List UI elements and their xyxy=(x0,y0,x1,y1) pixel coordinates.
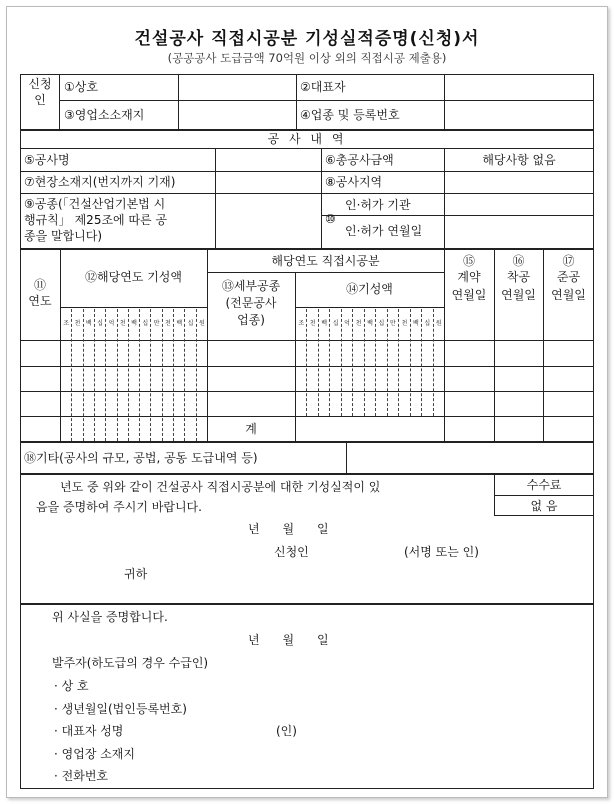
annual-unit-6: 백 xyxy=(131,320,137,327)
performance-amount-label: ⑭기성액 xyxy=(346,282,393,296)
direct-digit-separator xyxy=(398,309,399,416)
fee-value: 없 음 xyxy=(530,499,558,513)
document-subtitle: (공공공사 도급금액 70억원 이상 외의 직접시공 제출용) xyxy=(167,51,447,65)
sub-type-line3: 업종) xyxy=(237,313,265,327)
direct-digit-separator xyxy=(433,309,434,416)
complete-label-2: 연월일 xyxy=(551,288,586,302)
total-amount-value: 해당사항 없음 xyxy=(482,153,556,167)
sub-type-line1: ⑬세부공종 xyxy=(221,279,281,293)
annual-unit-1: 천 xyxy=(74,320,81,327)
annual-digit-separator xyxy=(150,309,151,441)
annual-unit-7: 십 xyxy=(142,320,149,327)
applicant-sign-label: 신청인 xyxy=(274,545,309,559)
annual-digit-separator xyxy=(71,309,72,441)
annual-unit-0: 조 xyxy=(63,320,70,327)
direct-construction-header: 해당연도 직접시공분 xyxy=(271,254,380,268)
start-label-2: 연월일 xyxy=(501,288,536,302)
direct-unit-6: 백 xyxy=(367,320,373,327)
year-number: ⑪ xyxy=(33,278,46,292)
direct-unit-10: 백 xyxy=(412,320,419,327)
issuer-birth: · 생년월일(법인등록번호) xyxy=(54,702,187,716)
issuer-address: · 영업장 소재지 xyxy=(54,747,135,761)
direct-digit-separator xyxy=(410,309,411,416)
request-date: 년 월 일 xyxy=(248,522,329,536)
direct-unit-5: 천 xyxy=(355,320,362,327)
region-label: ⑧공사지역 xyxy=(325,175,383,189)
business-type-label: ④업종 및 등록번호 xyxy=(300,108,400,122)
direct-unit-9: 천 xyxy=(401,320,408,327)
certification-statement: 위 사실을 증명합니다. xyxy=(52,610,168,624)
direct-digit-separator xyxy=(341,309,342,416)
direct-unit-3: 십 xyxy=(332,320,339,327)
construction-section-title: 공 사 내 역 xyxy=(267,132,347,146)
permit-number: ⑩ xyxy=(325,212,336,226)
contract-label-1: 계약 xyxy=(457,270,481,284)
annual-digit-separator xyxy=(173,309,174,441)
start-label-1: 착공 xyxy=(506,270,531,284)
annual-unit-5: 천 xyxy=(119,320,126,327)
direct-unit-4: 억 xyxy=(344,320,350,327)
annual-unit-11: 십 xyxy=(187,320,194,327)
construction-type-line2: 행규칙」 제25조에 따른 공 xyxy=(24,213,168,227)
direct-digit-separator xyxy=(306,309,307,416)
fee-label: 수수료 xyxy=(526,478,562,492)
annual-performance-label: ⑫해당연도 기성액 xyxy=(85,270,182,284)
issuer-label: 발주자(하도급의 경우 수급인) xyxy=(52,656,209,670)
direct-unit-12: 원 xyxy=(435,320,442,327)
direct-unit-1: 천 xyxy=(309,320,316,327)
sub-type-line2: (전문공사 xyxy=(225,296,277,310)
annual-digit-separator xyxy=(83,309,84,441)
direct-digit-separator xyxy=(375,309,376,416)
issuer-phone: · 전화번호 xyxy=(54,769,108,783)
annual-digit-separator xyxy=(184,309,185,441)
other-label: ⑱기타(공사의 규모, 공법, 공동 도급내역 등) xyxy=(24,451,258,465)
annual-unit-3: 십 xyxy=(97,320,103,327)
direct-digit-separator xyxy=(421,309,422,416)
representative-label: ②대표자 xyxy=(300,80,346,94)
construction-name-label: ⑤공사명 xyxy=(24,153,70,167)
complete-number: ⑰ xyxy=(562,254,575,268)
issuer-company: · 상 호 xyxy=(54,679,89,693)
complete-label-1: 준공 xyxy=(556,270,581,284)
direct-unit-2: 백 xyxy=(321,320,328,327)
annual-unit-10: 백 xyxy=(176,320,183,327)
construction-type-line1: ⑨공종(「건설산업기본법 시 xyxy=(24,197,166,211)
permit-date-label: 인·허가 연월일 xyxy=(345,224,423,238)
annual-digit-separator xyxy=(105,309,106,441)
applicant-label: 신청인 xyxy=(28,77,52,107)
annual-digit-separator xyxy=(196,309,197,441)
site-label: ⑦현장소재지(번지까지 기재) xyxy=(24,175,176,189)
certification-section xyxy=(20,604,594,789)
direct-unit-7: 십 xyxy=(378,320,385,327)
annual-unit-9: 천 xyxy=(165,320,171,327)
certification-date: 년 월 일 xyxy=(248,633,329,647)
request-text-line1: 년도 중 위와 같이 건설공사 직접시공분에 대한 기성실적이 있 xyxy=(60,480,381,494)
annual-digit-separator xyxy=(128,309,129,441)
total-label: 계 xyxy=(245,422,257,436)
annual-digit-separator xyxy=(162,309,163,441)
annual-digit-separator xyxy=(139,309,140,441)
company-name-label: ①상호 xyxy=(64,80,98,94)
direct-digit-separator xyxy=(352,309,353,416)
signature-note: (서명 또는 인) xyxy=(404,545,479,559)
annual-unit-12: 원 xyxy=(198,320,205,327)
annual-unit-2: 백 xyxy=(85,320,92,327)
permit-authority-label: 인·허가 기관 xyxy=(345,198,411,212)
direct-digit-separator xyxy=(318,309,319,416)
issuer-seal: (인) xyxy=(276,724,297,738)
document-title: 건설공사 직접시공분 기성실적증명(신청)서 xyxy=(134,29,480,49)
start-number: ⑯ xyxy=(512,254,525,268)
annual-digit-separator xyxy=(94,309,95,441)
direct-unit-11: 십 xyxy=(424,320,431,327)
contract-label-2: 연월일 xyxy=(451,288,487,302)
direct-unit-0: 조 xyxy=(298,320,305,327)
annual-digit-separator xyxy=(117,309,118,441)
direct-digit-separator xyxy=(364,309,365,416)
business-address-label: ③영업소소재지 xyxy=(64,108,145,122)
direct-digit-separator xyxy=(329,309,330,416)
direct-digit-separator xyxy=(387,309,388,416)
addressee: 귀하 xyxy=(124,567,148,581)
contract-number: ⑮ xyxy=(462,254,475,268)
annual-unit-4: 억 xyxy=(108,320,115,327)
request-text-line2: 음을 증명하여 주시기 바랍니다. xyxy=(36,500,202,514)
direct-unit-8: 만 xyxy=(390,320,396,327)
issuer-rep-name: · 대표자 성명 xyxy=(54,724,124,738)
year-label: 연도 xyxy=(28,294,52,308)
construction-type-line3: 종을 말합니다) xyxy=(24,229,103,243)
total-amount-label: ⑥총공사금액 xyxy=(325,153,394,167)
annual-unit-8: 만 xyxy=(153,320,160,327)
